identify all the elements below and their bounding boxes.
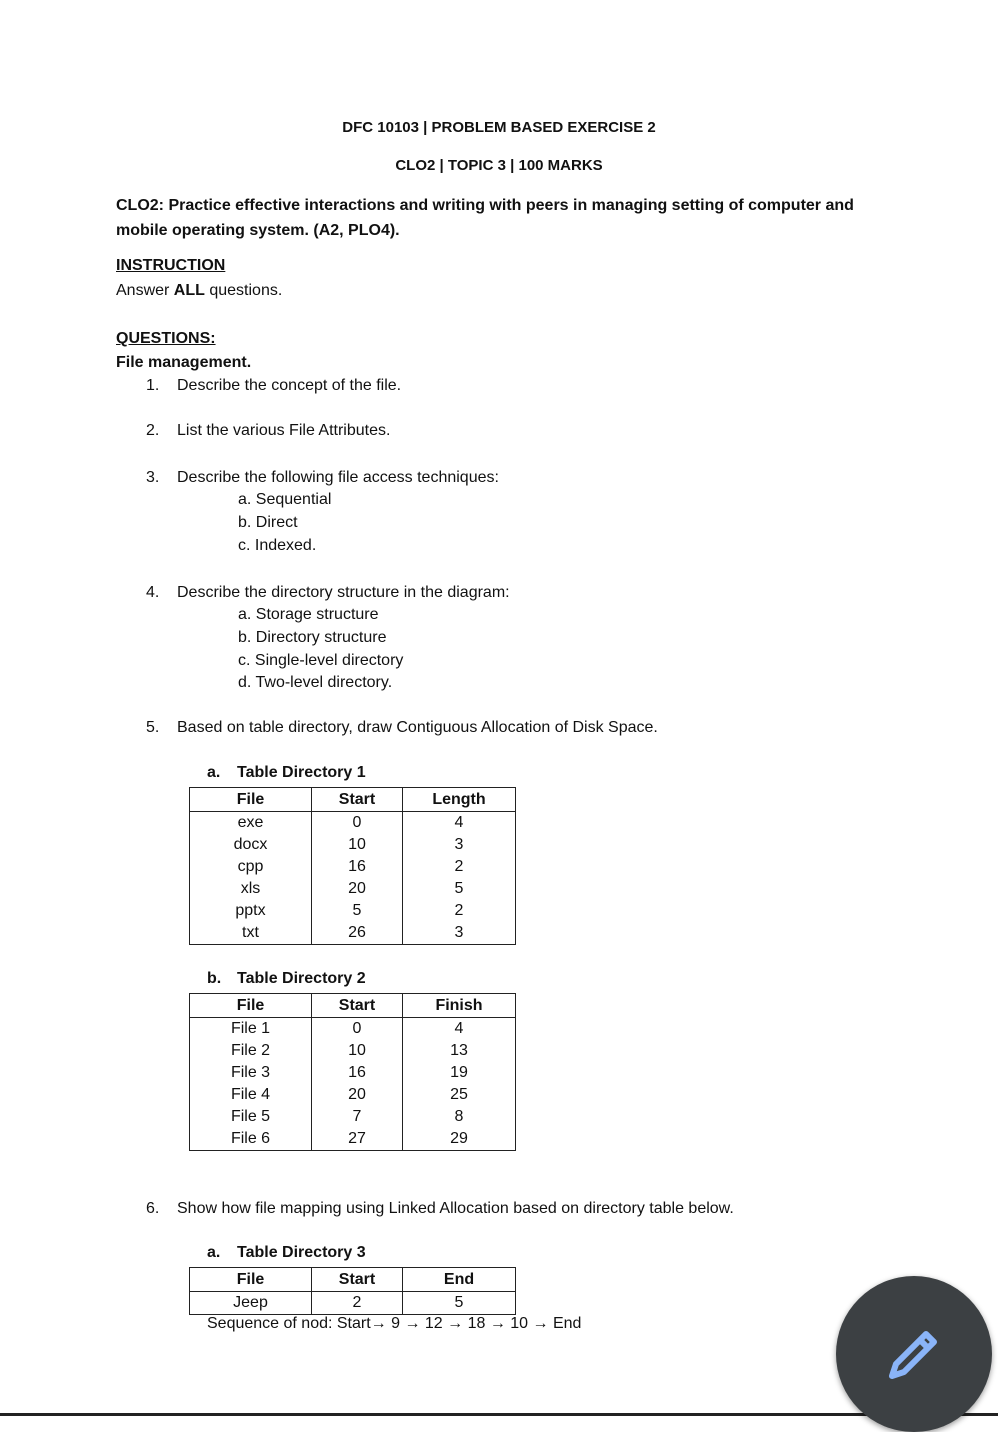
table-row <box>190 812 516 835</box>
table-cell: File 2 <box>190 1040 312 1062</box>
table-cell: exe <box>190 812 312 835</box>
instruction-heading: INSTRUCTION <box>116 257 226 274</box>
column-header: Length <box>403 788 516 812</box>
table-cell: 8 <box>403 1106 516 1128</box>
table-cell: 3 <box>403 922 516 945</box>
column-header: End <box>403 1268 516 1292</box>
question-3-sub-b: b. Direct <box>238 514 298 531</box>
table-cell: 10 <box>312 834 403 856</box>
column-header: Start <box>312 994 403 1018</box>
table-cell: xls <box>190 878 312 900</box>
question-1-text: Describe the concept of the file. <box>177 377 402 394</box>
question-2-number: 2. <box>146 422 160 439</box>
table-directory-1 <box>189 787 516 945</box>
table-cell: 0 <box>312 1018 403 1041</box>
column-header: File <box>190 994 312 1018</box>
table-cell: 25 <box>403 1084 516 1106</box>
table-cell: File 3 <box>190 1062 312 1084</box>
table-row <box>190 834 516 856</box>
question-5-number: 5. <box>146 719 160 736</box>
clo-line-2: mobile operating system. (A2, PLO4). <box>116 222 400 239</box>
table-cell: File 6 <box>190 1128 312 1151</box>
question-6-number: 6. <box>146 1200 160 1217</box>
table-header-row <box>190 788 516 812</box>
question-1-number: 1. <box>146 377 160 394</box>
table-cell: File 5 <box>190 1106 312 1128</box>
table-row <box>190 1018 516 1041</box>
table-2-letter: b. <box>207 970 222 987</box>
questions-heading: QUESTIONS: <box>116 330 216 347</box>
table-cell: 0 <box>312 812 403 835</box>
question-3-sub-a: a. Sequential <box>238 491 332 508</box>
table-3-label: Table Directory 3 <box>237 1244 366 1261</box>
table-row <box>190 1106 516 1128</box>
instruction-text-end: questions. <box>204 282 283 299</box>
table-header-row <box>190 994 516 1018</box>
table-cell: 3 <box>403 834 516 856</box>
table-cell: 7 <box>312 1106 403 1128</box>
table-cell: File 1 <box>190 1018 312 1041</box>
question-3-text: Describe the following file access techniques: <box>177 469 499 486</box>
table-cell: File 4 <box>190 1084 312 1106</box>
document-title: DFC 10103 | PROBLEM BASED EXERCISE 2 <box>342 119 656 136</box>
table-row <box>190 1292 516 1315</box>
column-header: Finish <box>403 994 516 1018</box>
table-cell: 10 <box>312 1040 403 1062</box>
instruction-text-bold: ALL <box>173 282 205 299</box>
table-cell: 2 <box>403 900 516 922</box>
table-row <box>190 878 516 900</box>
question-4-sub-d: d. Two-level directory. <box>238 674 393 691</box>
question-6-text: Show how file mapping using Linked Allocation based on directory table below. <box>177 1200 734 1217</box>
table-row <box>190 856 516 878</box>
table-cell: 4 <box>403 812 516 835</box>
node-sequence: Sequence of nod: Start→ 9 → 12 → 18 → 10 → End <box>207 1315 582 1332</box>
table-cell: pptx <box>190 900 312 922</box>
question-5-text: Based on table directory, draw Contiguous Allocation of Disk Space. <box>177 719 658 736</box>
question-3-number: 3. <box>146 469 160 486</box>
table-row <box>190 922 516 945</box>
instruction-text <box>116 282 282 300</box>
column-header: Start <box>312 788 403 812</box>
table-cell: 29 <box>403 1128 516 1151</box>
instruction-text-start: Answer <box>116 282 174 299</box>
table-cell: 13 <box>403 1040 516 1062</box>
question-3-sub-c: c. Indexed. <box>238 537 317 554</box>
table-cell: 19 <box>403 1062 516 1084</box>
table-cell: 2 <box>312 1292 403 1315</box>
table-row <box>190 1062 516 1084</box>
table-3-letter: a. <box>207 1244 221 1261</box>
table-row <box>190 1128 516 1151</box>
table-2-label: Table Directory 2 <box>237 970 366 987</box>
table-cell: 4 <box>403 1018 516 1041</box>
table-cell: txt <box>190 922 312 945</box>
table-cell: 2 <box>403 856 516 878</box>
table-cell: docx <box>190 834 312 856</box>
table-row <box>190 1084 516 1106</box>
table-cell: 20 <box>312 1084 403 1106</box>
question-4-number: 4. <box>146 584 160 601</box>
table-cell: 16 <box>312 1062 403 1084</box>
clo-line-1: CLO2: Practice effective interactions and writing with peers in managing setting of computer and <box>116 197 854 214</box>
table-1-letter: a. <box>207 764 221 781</box>
question-4-sub-a: a. Storage structure <box>238 606 379 623</box>
pencil-icon <box>884 1324 944 1384</box>
table-directory-2 <box>189 993 516 1151</box>
table-cell: 5 <box>312 900 403 922</box>
table-1-label: Table Directory 1 <box>237 764 366 781</box>
table-directory-3 <box>189 1267 516 1315</box>
table-row <box>190 900 516 922</box>
page-bottom-divider <box>0 1413 998 1416</box>
clo-statement <box>116 193 876 243</box>
table-cell: 5 <box>403 1292 516 1315</box>
table-cell: 20 <box>312 878 403 900</box>
table-cell: 5 <box>403 878 516 900</box>
table-header-row <box>190 1268 516 1292</box>
column-header: Start <box>312 1268 403 1292</box>
document-subtitle: CLO2 | TOPIC 3 | 100 MARKS <box>395 157 603 174</box>
table-cell: 27 <box>312 1128 403 1151</box>
question-4-sub-b: b. Directory structure <box>238 629 387 646</box>
table-cell: 26 <box>312 922 403 945</box>
question-2-text: List the various File Attributes. <box>177 422 391 439</box>
question-4-text: Describe the directory structure in the diagram: <box>177 584 510 601</box>
column-header: File <box>190 788 312 812</box>
question-4-sub-c: c. Single-level directory <box>238 652 404 669</box>
table-cell: cpp <box>190 856 312 878</box>
table-cell: 16 <box>312 856 403 878</box>
table-cell: Jeep <box>190 1292 312 1315</box>
questions-topic: File management. <box>116 354 252 371</box>
column-header: File <box>190 1268 312 1292</box>
table-row <box>190 1040 516 1062</box>
edit-button[interactable] <box>836 1276 992 1432</box>
